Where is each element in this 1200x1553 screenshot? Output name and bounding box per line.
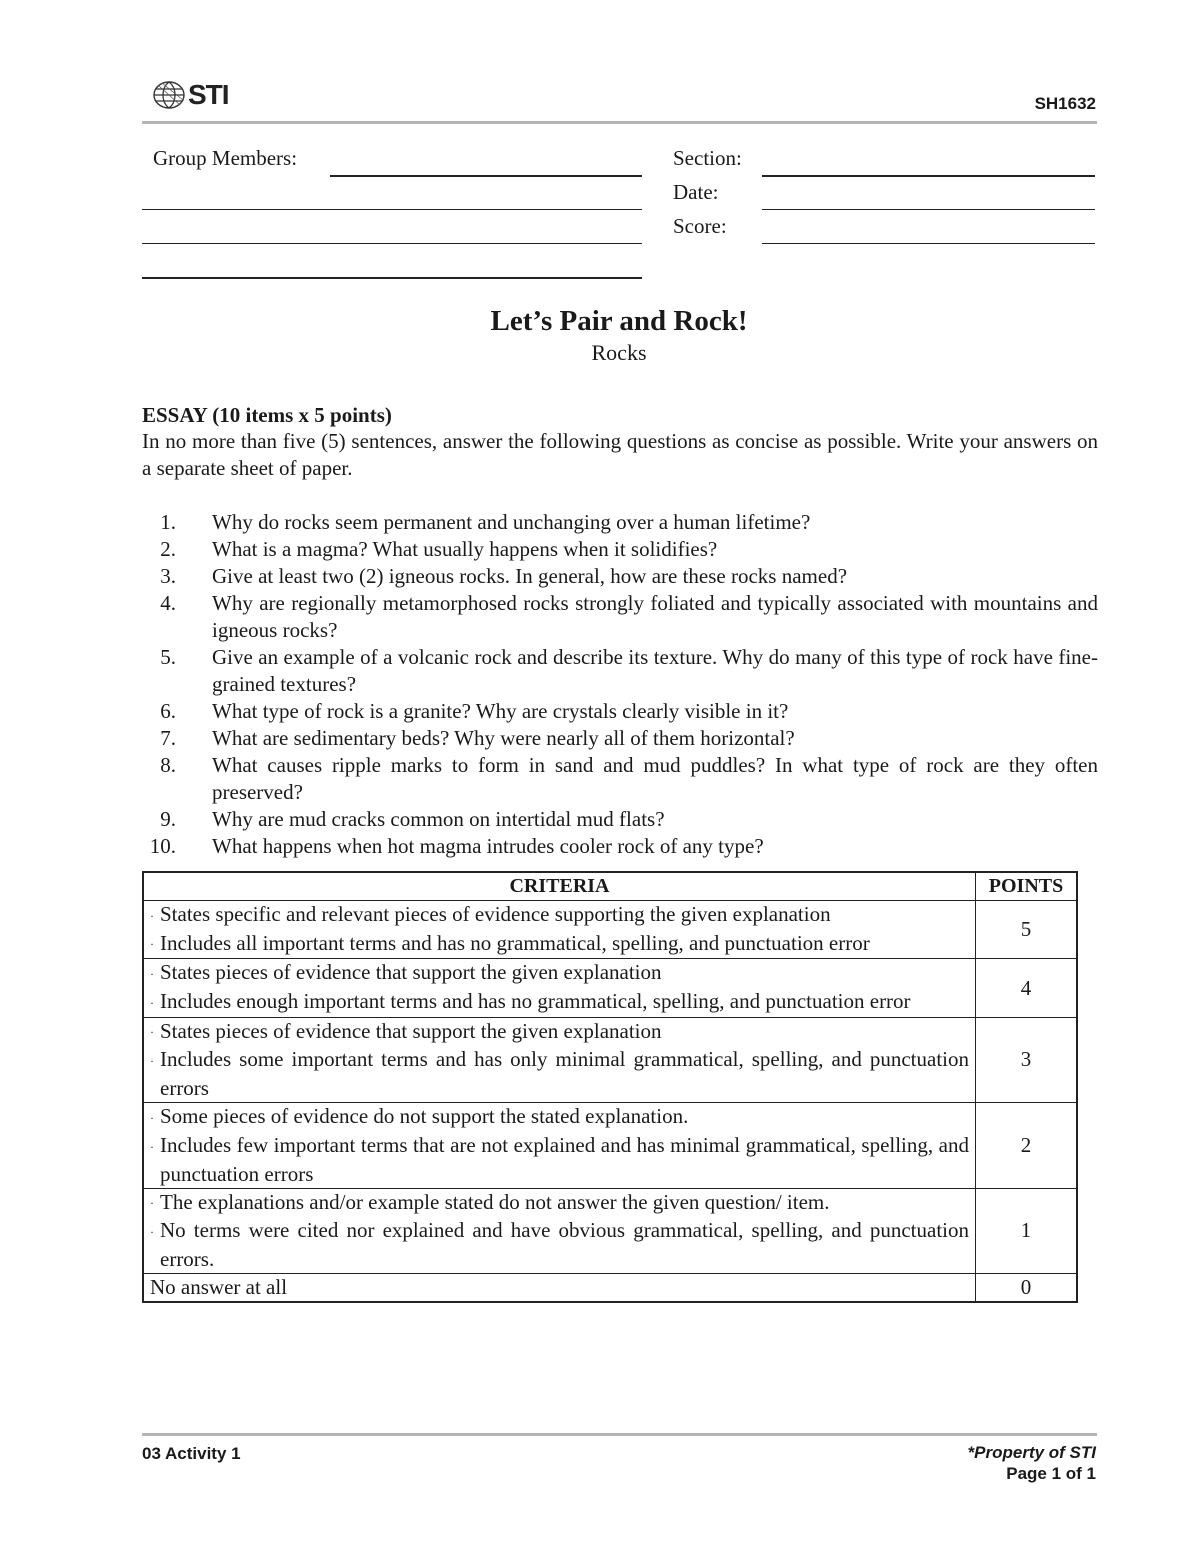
list-item bbox=[142, 509, 1098, 536]
essay-heading: ESSAY (10 items x 5 points) bbox=[142, 403, 392, 427]
bullet-icon: · bbox=[150, 1054, 154, 1069]
criteria-text: Includes all important terms and has no grammatical, spelling, and punctuation error bbox=[160, 930, 870, 955]
criteria-item bbox=[150, 988, 969, 1017]
property-notice: *Property of STI bbox=[967, 1443, 1096, 1462]
criteria-text: No terms were cited nor explained and have obvious grammatical, spelling, and punctuation errors. bbox=[160, 1218, 969, 1271]
page-number: Page 1 of 1 bbox=[1006, 1464, 1096, 1483]
document-code: SH1632 bbox=[1034, 94, 1096, 113]
criteria-text: States specific and relevant pieces of evidence supporting the given explanation bbox=[160, 902, 831, 926]
question-text: Why are mud cracks common on intertidal mud flats? bbox=[212, 807, 665, 831]
criteria-item bbox=[150, 1132, 969, 1188]
question-number: 2. bbox=[160, 537, 176, 561]
question-number: 9. bbox=[160, 807, 176, 831]
table-header-row bbox=[143, 872, 1077, 901]
criteria-text: Includes some important terms and has only minimal grammatical, spelling, and punctuation errors bbox=[160, 1047, 969, 1101]
group-members-field-1[interactable] bbox=[330, 175, 642, 177]
logo-text: STI bbox=[188, 79, 229, 110]
sti-logo bbox=[152, 80, 229, 110]
criteria-item bbox=[150, 959, 969, 988]
list-item bbox=[142, 698, 1098, 725]
question-number: 8. bbox=[160, 753, 176, 777]
question-number: 6. bbox=[160, 699, 176, 723]
question-text: Why are regionally metamorphosed rocks strongly foliated and typically associated with mountains and igneous rocks? bbox=[212, 591, 1098, 642]
points-header: POINTS bbox=[976, 872, 1078, 901]
table-row bbox=[143, 1103, 1077, 1188]
table-row bbox=[143, 901, 1077, 959]
points-cell: 4 bbox=[976, 959, 1078, 1017]
bullet-icon: · bbox=[150, 937, 154, 952]
date-field[interactable] bbox=[762, 209, 1095, 210]
criteria-cell bbox=[143, 1017, 976, 1102]
question-text: What happens when hot magma intrudes cooler rock of any type? bbox=[212, 834, 764, 858]
criteria-text: The explanations and/or example stated do not answer the given question/ item. bbox=[160, 1189, 830, 1214]
footer-activity-label: 03 Activity 1 bbox=[142, 1444, 241, 1463]
question-number: 4. bbox=[160, 591, 176, 615]
bullet-icon: · bbox=[150, 1139, 154, 1154]
table-row bbox=[143, 1273, 1077, 1302]
question-text: What are sedimentary beds? Why were nearly all of them horizontal? bbox=[212, 726, 795, 750]
question-number: 1. bbox=[160, 510, 176, 534]
group-members-field-3[interactable] bbox=[142, 243, 642, 244]
question-text: What causes ripple marks to form in sand and mud puddles? In what type of rock are they often preserved? bbox=[212, 753, 1098, 804]
bullet-icon: · bbox=[150, 1025, 154, 1040]
bullet-icon: · bbox=[150, 995, 154, 1010]
table-row bbox=[143, 1017, 1077, 1102]
bullet-icon: · bbox=[150, 1110, 154, 1125]
points-cell: 1 bbox=[976, 1188, 1078, 1273]
question-text: What type of rock is a granite? Why are crystals clearly visible in it? bbox=[212, 699, 789, 723]
date-label: Date: bbox=[673, 180, 719, 204]
list-item bbox=[142, 536, 1098, 563]
section-label: Section: bbox=[673, 146, 742, 170]
criteria-cell: No answer at all bbox=[143, 1273, 976, 1302]
question-list bbox=[142, 509, 1098, 860]
question-number: 7. bbox=[160, 726, 176, 750]
criteria-text: Includes enough important terms and has no grammatical, spelling, and punctuation error bbox=[160, 989, 911, 1014]
group-members-field-4[interactable] bbox=[142, 277, 642, 279]
bullet-icon: · bbox=[150, 908, 154, 923]
bullet-icon: · bbox=[150, 1224, 154, 1239]
points-cell: 3 bbox=[976, 1017, 1078, 1102]
question-text: Give an example of a volcanic rock and describe its texture. Why do many of this type of rock have fine-grained textures? bbox=[212, 645, 1098, 696]
criteria-text: Some pieces of evidence do not support the stated explanation. bbox=[160, 1104, 689, 1129]
criteria-text: States pieces of evidence that support the given explanation bbox=[160, 960, 662, 985]
criteria-item bbox=[150, 1217, 969, 1273]
rubric-table bbox=[142, 871, 1078, 1303]
list-item bbox=[142, 590, 1098, 644]
bullet-icon: · bbox=[150, 967, 154, 982]
score-field[interactable] bbox=[762, 243, 1095, 244]
group-members-label: Group Members: bbox=[153, 146, 298, 170]
list-item bbox=[142, 644, 1098, 698]
globe-logo-icon bbox=[152, 80, 186, 110]
criteria-text: Includes few important terms that are not explained and has minimal grammatical, spelling, and punctuation errors bbox=[160, 1132, 969, 1186]
question-text: Give at least two (2) igneous rocks. In general, how are these rocks named? bbox=[212, 564, 848, 588]
criteria-item bbox=[150, 1018, 969, 1047]
criteria-item bbox=[150, 901, 969, 930]
table-row bbox=[143, 959, 1077, 1017]
list-item bbox=[142, 752, 1098, 806]
page-title: Let’s Pair and Rock! bbox=[490, 305, 748, 337]
criteria-item bbox=[150, 1103, 969, 1132]
criteria-cell bbox=[143, 959, 976, 1017]
question-text: What is a magma? What usually happens when it solidifies? bbox=[212, 537, 718, 561]
list-item bbox=[142, 806, 1098, 833]
list-item bbox=[142, 563, 1098, 590]
criteria-text: States pieces of evidence that support the given explanation bbox=[160, 1018, 662, 1043]
group-members-field-2[interactable] bbox=[142, 209, 642, 210]
criteria-item bbox=[150, 1189, 969, 1218]
header-rule bbox=[142, 121, 1097, 124]
points-cell: 5 bbox=[976, 901, 1078, 959]
points-cell: 0 bbox=[976, 1273, 1078, 1302]
essay-instructions: In no more than five (5) sentences, answer the following questions as concise as possible. Write your answers on a separate sheet of paper. bbox=[142, 429, 1098, 480]
table-row bbox=[143, 1188, 1077, 1273]
criteria-item bbox=[150, 1046, 969, 1102]
criteria-cell bbox=[143, 901, 976, 959]
question-number: 10. bbox=[149, 834, 176, 858]
criteria-cell bbox=[143, 1188, 976, 1273]
criteria-item bbox=[150, 930, 969, 959]
page-subtitle: Rocks bbox=[591, 340, 647, 365]
question-number: 5. bbox=[160, 645, 176, 669]
bullet-icon: · bbox=[150, 1196, 154, 1211]
list-item bbox=[142, 725, 1098, 752]
footer-right bbox=[968, 1442, 1096, 1484]
question-text: Why do rocks seem permanent and unchanging over a human lifetime? bbox=[212, 510, 811, 534]
criteria-cell bbox=[143, 1103, 976, 1188]
points-cell: 2 bbox=[976, 1103, 1078, 1188]
criteria-header: CRITERIA bbox=[143, 872, 976, 901]
section-field[interactable] bbox=[762, 175, 1095, 177]
question-number: 3. bbox=[160, 564, 176, 588]
list-item bbox=[142, 833, 1098, 860]
footer-rule bbox=[142, 1433, 1097, 1436]
score-label: Score: bbox=[673, 214, 727, 238]
